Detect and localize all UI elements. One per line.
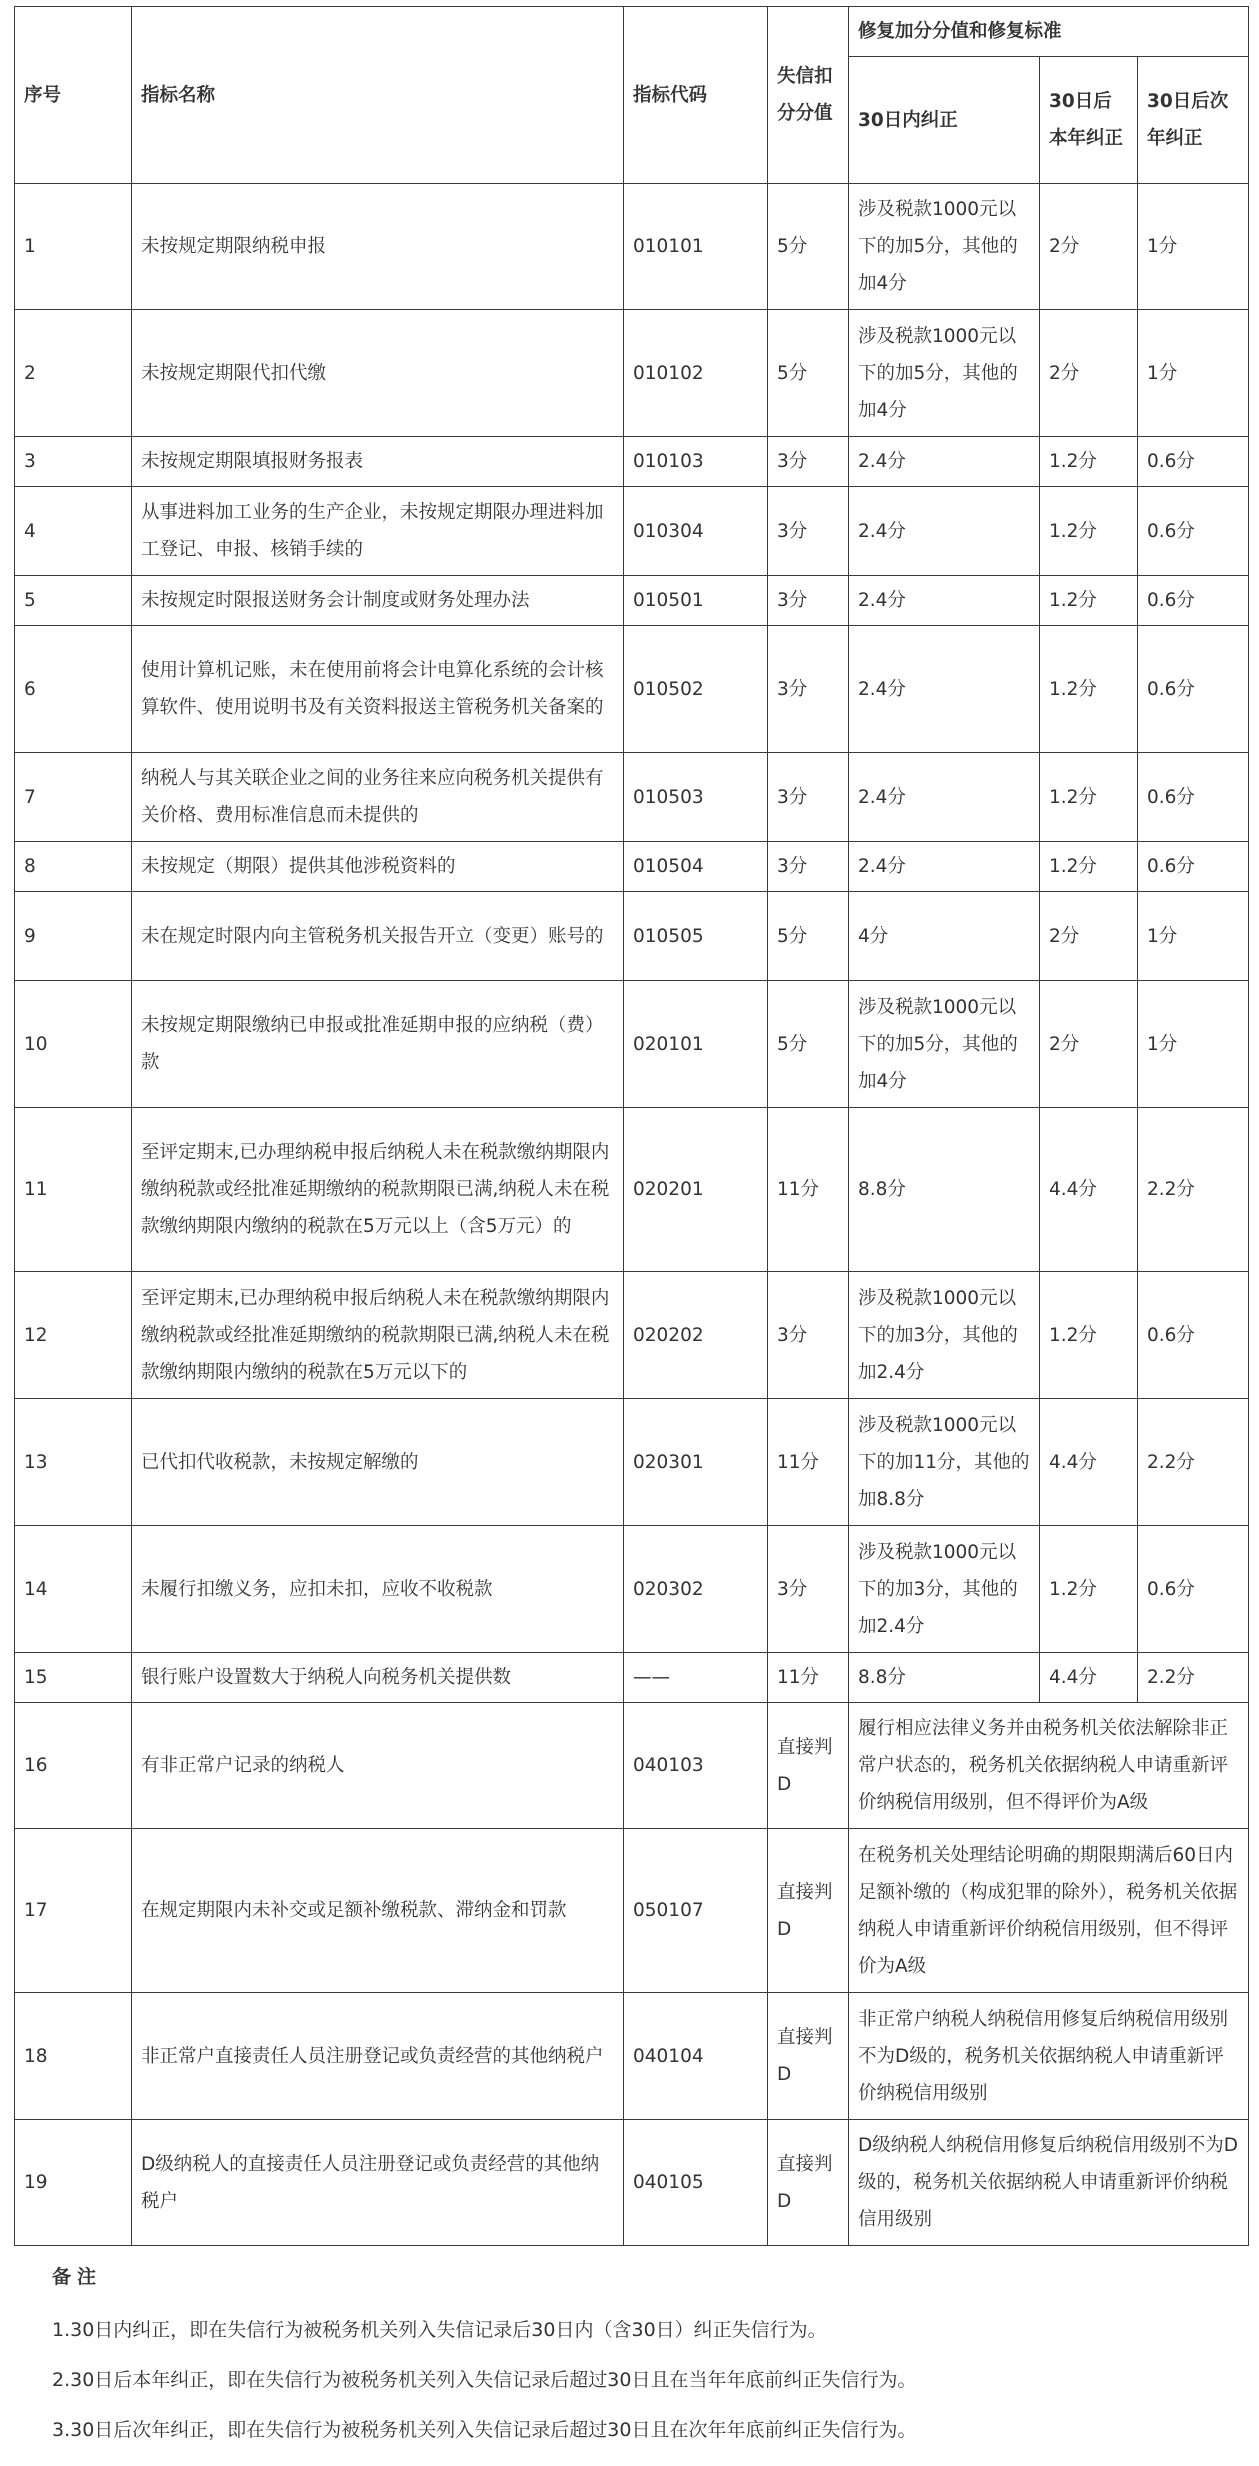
cell-no: 14	[15, 1526, 132, 1653]
cell-after-30-this-year: 1.2分	[1040, 437, 1138, 487]
cell-repair-standard: 非正常户纳税人纳税信用修复后纳税信用级别不为D级的，税务机关依据纳税人申请重新评价纳税信用级别	[849, 1993, 1249, 2120]
cell-no: 17	[15, 1829, 132, 1993]
cell-name: 未在规定时限内向主管税务机关报告开立（变更）账号的	[132, 892, 624, 981]
cell-no: 18	[15, 1993, 132, 2120]
cell-within-30: 涉及税款1000元以下的加5分，其他的加4分	[849, 310, 1040, 437]
table-row	[15, 981, 1249, 1108]
cell-code: 040105	[624, 2120, 768, 2246]
cell-within-30: 涉及税款1000元以下的加11分，其他的加8.8分	[849, 1399, 1040, 1526]
cell-after-30-next-year: 0.6分	[1138, 576, 1249, 626]
cell-within-30: 4分	[849, 892, 1040, 981]
cell-within-30: 2.4分	[849, 576, 1040, 626]
cell-within-30: 涉及税款1000元以下的加3分，其他的加2.4分	[849, 1272, 1040, 1399]
table-row	[15, 1703, 1249, 1829]
cell-code: 010502	[624, 626, 768, 753]
cell-deduction: 3分	[768, 576, 849, 626]
cell-within-30: 2.4分	[849, 487, 1040, 576]
cell-no: 10	[15, 981, 132, 1108]
cell-after-30-next-year: 0.6分	[1138, 1272, 1249, 1399]
notes-section	[52, 2262, 1242, 2466]
cell-no: 15	[15, 1653, 132, 1703]
table-row	[15, 310, 1249, 437]
cell-repair-standard: 履行相应法律义务并由税务机关依法解除非正常户状态的，税务机关依据纳税人申请重新评价纳税信用级别，但不得评价为A级	[849, 1703, 1249, 1829]
cell-within-30: 8.8分	[849, 1108, 1040, 1272]
cell-name: 纳税人与其关联企业之间的业务往来应向税务机关提供有关价格、费用标准信息而未提供的	[132, 753, 624, 842]
cell-deduction: 5分	[768, 892, 849, 981]
cell-within-30: 涉及税款1000元以下的加3分，其他的加2.4分	[849, 1526, 1040, 1653]
cell-name: 未按规定时限报送财务会计制度或财务处理办法	[132, 576, 624, 626]
cell-after-30-this-year: 1.2分	[1040, 842, 1138, 892]
cell-no: 3	[15, 437, 132, 487]
cell-no: 6	[15, 626, 132, 753]
cell-after-30-next-year: 0.6分	[1138, 753, 1249, 842]
table-row	[15, 753, 1249, 842]
cell-name: 未按规定期限缴纳已申报或批准延期申报的应纳税（费）款	[132, 981, 624, 1108]
cell-after-30-this-year: 2分	[1040, 184, 1138, 310]
cell-name: 未按规定期限纳税申报	[132, 184, 624, 310]
cell-deduction: 5分	[768, 310, 849, 437]
table-row	[15, 1272, 1249, 1399]
cell-deduction: 直接判D	[768, 2120, 849, 2246]
cell-code: 020201	[624, 1108, 768, 1272]
cell-name: 至评定期末,已办理纳税申报后纳税人未在税款缴纳期限内缴纳税款或经批准延期缴纳的税款期限已满,纳税人未在税款缴纳期限内缴纳的税款在5万元以上（含5万元）的	[132, 1108, 624, 1272]
cell-name: 未按规定（期限）提供其他涉税资料的	[132, 842, 624, 892]
cell-deduction: 3分	[768, 842, 849, 892]
cell-no: 11	[15, 1108, 132, 1272]
cell-deduction: 直接判D	[768, 1829, 849, 1993]
cell-code: 010505	[624, 892, 768, 981]
cell-code: 020202	[624, 1272, 768, 1399]
cell-within-30: 2.4分	[849, 842, 1040, 892]
cell-deduction: 3分	[768, 753, 849, 842]
header-after-30-next-year: 30日后次年纠正	[1138, 57, 1249, 184]
cell-deduction: 直接判D	[768, 1703, 849, 1829]
cell-deduction: 3分	[768, 1272, 849, 1399]
cell-code: 010103	[624, 437, 768, 487]
cell-name: 至评定期末,已办理纳税申报后纳税人未在税款缴纳期限内缴纳税款或经批准延期缴纳的税款期限已满,纳税人未在税款缴纳期限内缴纳的税款在5万元以下的	[132, 1272, 624, 1399]
cell-code: 020101	[624, 981, 768, 1108]
table-row	[15, 487, 1249, 576]
cell-after-30-this-year: 1.2分	[1040, 487, 1138, 576]
header-deduction: 失信扣分分值	[768, 7, 849, 184]
table-row	[15, 1399, 1249, 1526]
cell-after-30-this-year: 1.2分	[1040, 1526, 1138, 1653]
cell-after-30-this-year: 2分	[1040, 310, 1138, 437]
cell-after-30-this-year: 4.4分	[1040, 1399, 1138, 1526]
cell-deduction: 3分	[768, 487, 849, 576]
cell-after-30-next-year: 2.2分	[1138, 1653, 1249, 1703]
cell-name: 非正常户直接责任人员注册登记或负责经营的其他纳税户	[132, 1993, 624, 2120]
cell-after-30-next-year: 1分	[1138, 892, 1249, 981]
cell-after-30-next-year: 0.6分	[1138, 437, 1249, 487]
table-row	[15, 842, 1249, 892]
note-line: 1.30日内纠正，即在失信行为被税务机关列入失信记录后30日内（含30日）纠正失信行为。	[52, 2319, 827, 2341]
cell-name: 从事进料加工业务的生产企业，未按规定期限办理进料加工登记、申报、核销手续的	[132, 487, 624, 576]
header-after-30-this-year: 30日后本年纠正	[1040, 57, 1138, 184]
cell-no: 13	[15, 1399, 132, 1526]
cell-name: 有非正常户记录的纳税人	[132, 1703, 624, 1829]
note-line: 3.30日后次年纠正，即在失信行为被税务机关列入失信记录后超过30日且在次年年底前纠正失信行为。	[52, 2419, 917, 2441]
table-row	[15, 2120, 1249, 2246]
cell-after-30-next-year: 0.6分	[1138, 626, 1249, 753]
cell-no: 7	[15, 753, 132, 842]
table-row	[15, 1526, 1249, 1653]
cell-no: 12	[15, 1272, 132, 1399]
header-name: 指标名称	[132, 7, 624, 184]
cell-deduction: 3分	[768, 626, 849, 753]
cell-within-30: 2.4分	[849, 437, 1040, 487]
table-row	[15, 1108, 1249, 1272]
cell-name: 银行账户设置数大于纳税人向税务机关提供数	[132, 1653, 624, 1703]
cell-after-30-this-year: 1.2分	[1040, 576, 1138, 626]
cell-within-30: 2.4分	[849, 626, 1040, 753]
cell-after-30-next-year: 2.2分	[1138, 1108, 1249, 1272]
cell-no: 4	[15, 487, 132, 576]
cell-code: 010503	[624, 753, 768, 842]
table-row	[15, 892, 1249, 981]
cell-name: D级纳税人的直接责任人员注册登记或负责经营的其他纳税户	[132, 2120, 624, 2246]
cell-after-30-this-year: 1.2分	[1040, 1272, 1138, 1399]
cell-code: 020302	[624, 1526, 768, 1653]
cell-within-30: 涉及税款1000元以下的加5分，其他的加4分	[849, 981, 1040, 1108]
header-repair-group: 修复加分分值和修复标准	[849, 7, 1249, 57]
header-within-30: 30日内纠正	[849, 57, 1040, 184]
cell-within-30: 涉及税款1000元以下的加5分，其他的加4分	[849, 184, 1040, 310]
table-row	[15, 626, 1249, 753]
cell-after-30-this-year: 4.4分	[1040, 1108, 1138, 1272]
cell-after-30-this-year: 2分	[1040, 892, 1138, 981]
cell-code: 010501	[624, 576, 768, 626]
cell-code: 050107	[624, 1829, 768, 1993]
cell-after-30-next-year: 2.2分	[1138, 1399, 1249, 1526]
cell-name: 使用计算机记账，未在使用前将会计电算化系统的会计核算软件、使用说明书及有关资料报送主管税务机关备案的	[132, 626, 624, 753]
cell-deduction: 直接判D	[768, 1993, 849, 2120]
cell-repair-standard: 在税务机关处理结论明确的期限期满后60日内足额补缴的（构成犯罪的除外），税务机关依据纳税人申请重新评价纳税信用级别，但不得评价为A级	[849, 1829, 1249, 1993]
cell-deduction: 5分	[768, 981, 849, 1108]
header-code: 指标代码	[624, 7, 768, 184]
table-row	[15, 1829, 1249, 1993]
cell-after-30-next-year: 1分	[1138, 981, 1249, 1108]
cell-deduction: 11分	[768, 1399, 849, 1526]
cell-code: 010101	[624, 184, 768, 310]
table-row	[15, 184, 1249, 310]
cell-code: 040104	[624, 1993, 768, 2120]
cell-repair-standard: D级纳税人纳税信用修复后纳税信用级别不为D级的，税务机关依据纳税人申请重新评价纳税信用级别	[849, 2120, 1249, 2246]
cell-after-30-next-year: 1分	[1138, 310, 1249, 437]
table-row	[15, 576, 1249, 626]
cell-after-30-next-year: 0.6分	[1138, 842, 1249, 892]
cell-code: ——	[624, 1653, 768, 1703]
cell-no: 8	[15, 842, 132, 892]
cell-name: 在规定期限内未补交或足额补缴税款、滞纳金和罚款	[132, 1829, 624, 1993]
cell-deduction: 3分	[768, 1526, 849, 1653]
cell-after-30-this-year: 2分	[1040, 981, 1138, 1108]
table-row	[15, 1993, 1249, 2120]
cell-name: 未按规定期限填报财务报表	[132, 437, 624, 487]
cell-name: 已代扣代收税款，未按规定解缴的	[132, 1399, 624, 1526]
cell-no: 5	[15, 576, 132, 626]
cell-deduction: 11分	[768, 1108, 849, 1272]
cell-after-30-this-year: 1.2分	[1040, 626, 1138, 753]
cell-within-30: 8.8分	[849, 1653, 1040, 1703]
cell-name: 未按规定期限代扣代缴	[132, 310, 624, 437]
cell-within-30: 2.4分	[849, 753, 1040, 842]
header-no: 序号	[15, 7, 132, 184]
cell-name: 未履行扣缴义务，应扣未扣，应收不收税款	[132, 1526, 624, 1653]
cell-code: 020301	[624, 1399, 768, 1526]
cell-after-30-next-year: 0.6分	[1138, 1526, 1249, 1653]
cell-no: 16	[15, 1703, 132, 1829]
note-line: 2.30日后本年纠正，即在失信行为被税务机关列入失信记录后超过30日且在当年年底前纠正失信行为。	[52, 2369, 917, 2391]
cell-after-30-next-year: 0.6分	[1138, 487, 1249, 576]
table-row	[15, 1653, 1249, 1703]
cell-after-30-this-year: 1.2分	[1040, 753, 1138, 842]
table-row	[15, 437, 1249, 487]
credit-repair-table	[14, 6, 1249, 2246]
cell-deduction: 11分	[768, 1653, 849, 1703]
cell-after-30-next-year: 1分	[1138, 184, 1249, 310]
cell-no: 2	[15, 310, 132, 437]
cell-code: 040103	[624, 1703, 768, 1829]
notes-title: 备注	[52, 2266, 103, 2288]
cell-no: 19	[15, 2120, 132, 2246]
cell-code: 010102	[624, 310, 768, 437]
cell-deduction: 5分	[768, 184, 849, 310]
cell-after-30-this-year: 4.4分	[1040, 1653, 1138, 1703]
cell-code: 010304	[624, 487, 768, 576]
cell-code: 010504	[624, 842, 768, 892]
cell-no: 1	[15, 184, 132, 310]
cell-deduction: 3分	[768, 437, 849, 487]
cell-no: 9	[15, 892, 132, 981]
